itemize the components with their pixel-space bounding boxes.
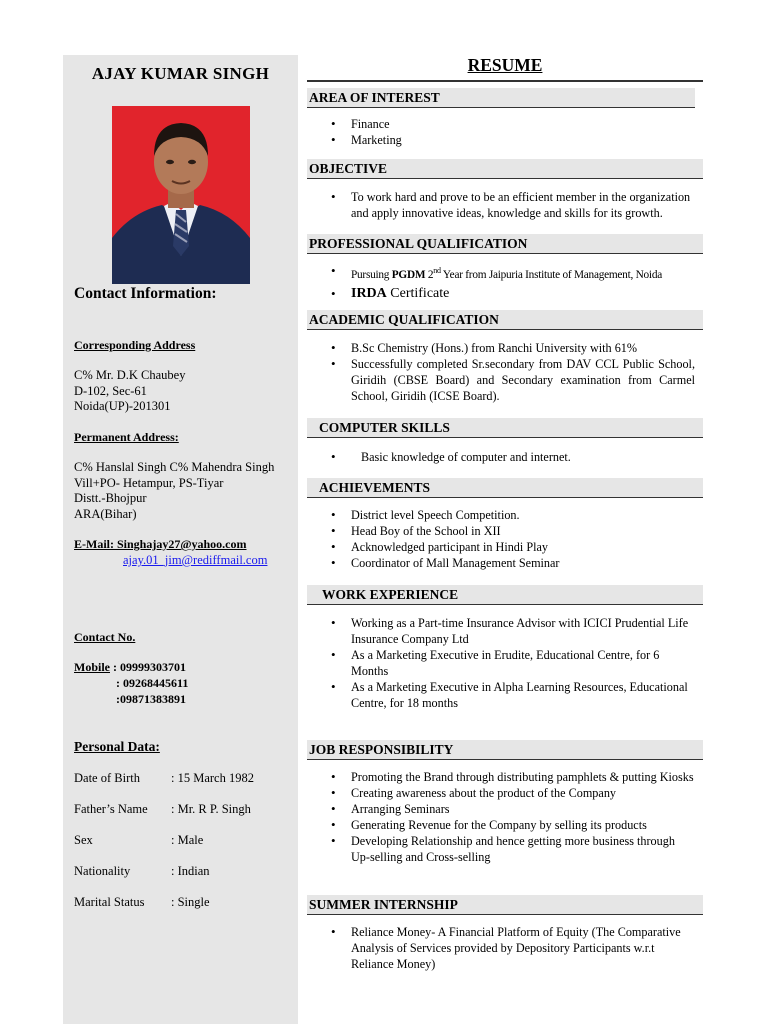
work-experience-list bbox=[331, 615, 695, 711]
section-header-area-of-interest bbox=[307, 88, 695, 108]
personal-value: : Male bbox=[171, 833, 204, 847]
personal-value: : 15 March 1982 bbox=[171, 771, 254, 785]
list-item: • Arranging Seminars bbox=[331, 801, 695, 817]
list-item: • District level Speech Competition. bbox=[331, 507, 695, 523]
corresponding-address-line: Noida(UP)-201301 bbox=[74, 399, 171, 413]
personal-value: : Indian bbox=[171, 864, 210, 878]
personal-label: Nationality bbox=[74, 864, 131, 878]
corresponding-address-line: C% Mr. D.K Chaubey bbox=[74, 368, 186, 382]
contact-info-heading: Contact Information: bbox=[74, 285, 217, 302]
profile-photo bbox=[112, 106, 250, 284]
section-title: COMPUTER SKILLS bbox=[319, 420, 450, 435]
personal-value: : Single bbox=[171, 895, 210, 909]
section-title: SUMMER INTERNSHIP bbox=[309, 897, 458, 912]
list-item: • Acknowledged participant in Hindi Play bbox=[331, 539, 695, 555]
mobile-number: :09871383891 bbox=[116, 692, 186, 706]
area-of-interest-list bbox=[331, 116, 695, 148]
section-header-professional-qualification bbox=[307, 234, 703, 254]
list-item: • Working as a Part-time Insurance Advisor with ICICI Prudential Life Insurance Company Ltd bbox=[331, 615, 695, 647]
qualification-text: 2 bbox=[425, 268, 434, 281]
section-header-work-experience bbox=[307, 585, 703, 605]
list-item: • Finance bbox=[331, 116, 695, 132]
section-header-computer-skills bbox=[307, 418, 703, 438]
mobile-label: Mobile bbox=[74, 660, 110, 674]
section-title: ACHIEVEMENTS bbox=[319, 480, 431, 495]
personal-row bbox=[74, 771, 254, 786]
certificate-text: Certificate bbox=[386, 285, 450, 301]
section-title: PROFESSIONAL QUALIFICATION bbox=[309, 236, 528, 251]
permanent-address-line: ARA(Bihar) bbox=[74, 506, 137, 521]
candidate-name: AJAY KUMAR SINGH bbox=[91, 64, 270, 83]
list-item: • Coordinator of Mall Management Seminar bbox=[331, 555, 695, 571]
permanent-address-line: C% Hanslal Singh C% Mahendra Singh bbox=[74, 460, 275, 474]
section-header-summer-internship bbox=[307, 895, 703, 915]
list-item: • Creating awareness about the product of the Company bbox=[331, 785, 695, 801]
list-item: • Successfully completed Sr.secondary from DAV CCL Public School, Giridih (CBSE Board) and Secondary examination from Carmel School, Giridih (ICSE Board). bbox=[331, 356, 695, 404]
section-title: JOB RESPONSIBILITY bbox=[309, 742, 454, 757]
list-item bbox=[331, 263, 695, 283]
personal-data-heading: Personal Data: bbox=[74, 739, 160, 754]
list-item: • As a Marketing Executive in Erudite, Educational Centre, for 6 Months bbox=[331, 647, 695, 679]
qualification-text: Year from Jaipuria Institute of Management, Noida bbox=[440, 268, 662, 281]
personal-row bbox=[74, 802, 251, 817]
permanent-address-heading: Permanent Address: bbox=[74, 430, 179, 444]
permanent-address-line: Distt.-Bhojpur bbox=[74, 491, 147, 505]
list-item: • Developing Relationship and hence getting more business through Up-selling and Cross-selling bbox=[331, 833, 695, 865]
qualification-text: Pursuing bbox=[351, 268, 392, 281]
section-title: ACADEMIC QUALIFICATION bbox=[309, 312, 499, 327]
job-responsibility-list bbox=[331, 769, 695, 865]
personal-row bbox=[74, 864, 210, 879]
mobile-number: : 09268445611 bbox=[116, 676, 189, 690]
academic-qualification-list bbox=[331, 340, 695, 404]
personal-label: Marital Status bbox=[74, 895, 145, 909]
computer-skills-list bbox=[331, 449, 695, 465]
list-item: • B.Sc Chemistry (Hons.) from Ranchi University with 61% bbox=[331, 340, 695, 356]
section-title: WORK EXPERIENCE bbox=[322, 587, 459, 602]
list-item: • As a Marketing Executive in Alpha Learning Resources, Educational Centre, for 18 months bbox=[331, 679, 695, 711]
objective-list bbox=[331, 189, 695, 221]
corresponding-address-line: D-102, Sec-61 bbox=[74, 383, 147, 398]
personal-row bbox=[74, 833, 203, 848]
section-title: OBJECTIVE bbox=[309, 161, 388, 176]
summer-internship-list bbox=[331, 924, 695, 972]
list-item: • Promoting the Brand through distributing pamphlets & putting Kiosks bbox=[331, 769, 695, 785]
contact-no-heading: Contact No. bbox=[74, 630, 136, 644]
qualification-degree: PGDM bbox=[391, 268, 426, 281]
list-item: • To work hard and prove to be an efficient member in the organization and apply innovative ideas, knowledge and skills for its growth. bbox=[331, 189, 695, 221]
personal-label: Date of Birth bbox=[74, 771, 140, 785]
list-item: • Generating Revenue for the Company by selling its products bbox=[331, 817, 695, 833]
corresponding-address-heading: Corresponding Address bbox=[74, 338, 196, 352]
sidebar bbox=[63, 55, 298, 1024]
mobile-number: : 09999303701 bbox=[110, 660, 186, 674]
professional-qualification-list bbox=[331, 263, 695, 303]
title-divider bbox=[307, 80, 703, 82]
email-secondary-link[interactable]: ajay.01_jim@rediffmail.com bbox=[123, 553, 268, 567]
section-header-achievements bbox=[307, 478, 703, 498]
mobile-line-1 bbox=[74, 660, 186, 676]
list-item bbox=[331, 284, 695, 303]
email-primary[interactable]: E-Mail: Singhajay27@yahoo.com bbox=[74, 537, 247, 551]
qualification-sup: nd bbox=[433, 266, 441, 275]
personal-label: Sex bbox=[74, 833, 93, 847]
list-item: • Basic knowledge of computer and internet. bbox=[331, 449, 695, 465]
list-item: • Marketing bbox=[331, 132, 695, 148]
personal-label: Father’s Name bbox=[74, 802, 148, 816]
section-header-academic-qualification bbox=[307, 310, 703, 330]
section-header-objective bbox=[307, 159, 703, 179]
section-header-job-responsibility bbox=[307, 740, 703, 760]
list-item: • Head Boy of the School in XII bbox=[331, 523, 695, 539]
achievements-list bbox=[331, 507, 695, 571]
resume-title: RESUME bbox=[467, 55, 543, 75]
certificate-name: IRDA bbox=[351, 285, 387, 301]
personal-value: : Mr. R P. Singh bbox=[171, 802, 251, 816]
personal-row bbox=[74, 895, 210, 910]
permanent-address-line: Vill+PO- Hetampur, PS-Tiyar bbox=[74, 475, 224, 490]
section-title: AREA OF INTEREST bbox=[309, 90, 440, 105]
list-item: • Reliance Money- A Financial Platform of Equity (The Comparative Analysis of Services provided by Depository Participants w.r.t Reliance Money) bbox=[331, 924, 695, 972]
